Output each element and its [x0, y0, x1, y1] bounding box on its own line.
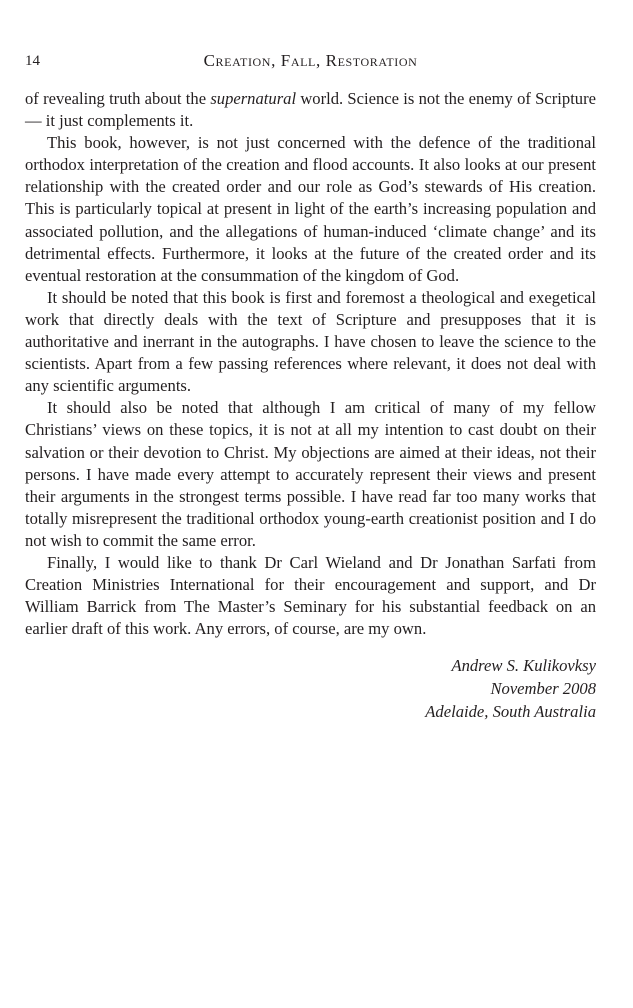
running-title: Creation, Fall, Restoration: [203, 51, 418, 70]
paragraph: It should be noted that this book is first and foremost a theological and exegetical work that directly deals with the text of Scripture and presupposes that it is authoritative and inerrant in the autographs. I have chosen to leave the science to the scientists. Apart from a few passing references where relevant, it does not deal with any scientific arguments.: [25, 287, 596, 396]
paragraph: This book, however, is not just concerned with the defence of the traditional orthodox interpretation of the creation and flood accounts. It also looks at our present relationship with the created order and our role as God’s stewards of His creation. This is particularly topical at present in light of the earth’s increasing population and associated pollution, and the allegations of human-induced ‘climate change’ and its detrimental effects. Furthermore, it looks at the future of the created order and its eventual restoration at the consummation of the kingdom of God.: [25, 133, 596, 285]
paragraph: It should also be noted that although I am critical of many of my fellow Christians’ views on these topics, it is not at all my intention to cast doubt on their salvation or their devotion to Christ. My objections are aimed at their ideas, not their persons. I have made every attempt to accurately represent their views and present their arguments in the strongest terms possible. I have read far too many works that totally misrepresent the traditional orthodox young-earth creationist position and I do not wish to commit the same error.: [25, 398, 596, 550]
paragraph: Finally, I would like to thank Dr Carl Wieland and Dr Jonathan Sarfati from Creation Ministries International for their encouragement and support, and Dr William Barrick from The Master’s Seminary for his substantial feedback on an earlier draft of this work. Any errors, of course, are my own.: [25, 552, 596, 639]
book-page: [25, 50, 596, 723]
paragraph-continued: [25, 88, 596, 132]
signature-block: [25, 654, 596, 723]
paragraph-text: of revealing truth about the: [25, 89, 211, 108]
author-name: Andrew S. Kulikovksy: [451, 656, 596, 676]
page-number: 14: [25, 53, 40, 69]
signature-place: Adelaide, South Australia: [425, 702, 596, 722]
signature-date: November 2008: [490, 679, 596, 699]
paragraph-text: world. Science is not the enemy of Scripture — it just complements it.: [25, 89, 596, 131]
emphasized-word: supernatural: [210, 89, 297, 108]
body-text: [25, 88, 596, 640]
running-head: [25, 50, 596, 72]
